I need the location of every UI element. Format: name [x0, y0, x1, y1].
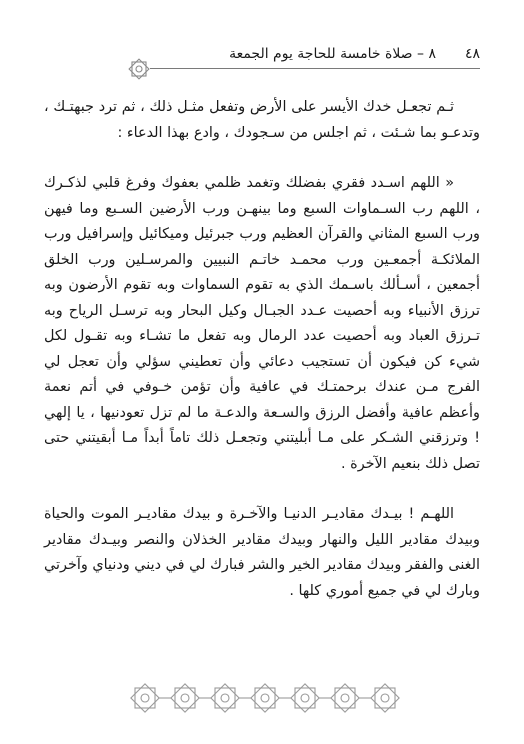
page-header	[0, 0, 524, 72]
header-rule	[150, 68, 480, 69]
star-lattice-border-icon	[120, 678, 410, 718]
paragraph-instructions: ثـم تجعـل خدك الأيسر على الأرض وتفعل مثـل ذلك ، ثم ترد جبهتـك ، وتدعـو بما شـئت ، ثم اجلس من سـجودك ، وادع بهذا الدعاء :	[44, 99, 480, 141]
page-number: ٤٨	[464, 46, 480, 62]
eight-point-star-ornament-icon	[126, 56, 152, 82]
page-body	[44, 95, 480, 629]
paragraph-dua-continued: اللهـم ! بيـدك مقاديـر الدنيـا والآخـرة و بيدك مقاديـر الموت والحياة وبيدك مقادير الليل والنهار وبيدك مقادير الخذلان والنصر وبيـدك مقادير الغنى والفقر وبيدك مقادير الخير والشر فبارك لي في ديني ودنياي وآخرتي وبارك لي في جميع أموري كلها .	[44, 506, 480, 599]
paragraph-dua: « اللهم اسـدد فقري بفضلك وتغمد ظلمي بعفوك وفرغ قلبي لذكـرك ، اللهم رب السـماوات السبع وما بينهـن ورب الأرضين السـبع وما فيهن ورب السبع المثاني والقرآن العظيم ورب جبرئيل وميكائيل وإسرافيل ورب الملائكـة أجمعـين ورب محمـد خاتـم النبيين والمرسـلين ورب الخلق أجمعين ، أسـألك باسـمك الذي به تقوم السماوات وبه تقوم الأرضون وبه ترزق الأنبياء وبه أحصيت عـدد الجبـال وكيل البحار وبه ترسـل الرياح وبه تـرزق العباد وبه أحصيت عدد الرمال وبه تفعل ما تشـاء وبه تقـول لكل شيء كن فيكون أن تستجيب دعائي وأن تعطيني سؤلي وأن تعجل لي الفرج مـن عندك برحمتـك في عافية وأن تؤمن خـوفي في أتم نعمة وأعظم عافية وأفضل الرزق والسـعة والدعـة ما لم تزل تعودنيها ، يا إلهي ! وترزقني الشـكر على مـا أبليتني وتجعـل ذلك تاماً أبداً مـا أبقيتني حتى تصل ذلك بنعيم الآخرة .	[44, 175, 480, 472]
running-title: ٨ – صلاة خامسة للحاجة يوم الجمعة	[229, 46, 436, 62]
